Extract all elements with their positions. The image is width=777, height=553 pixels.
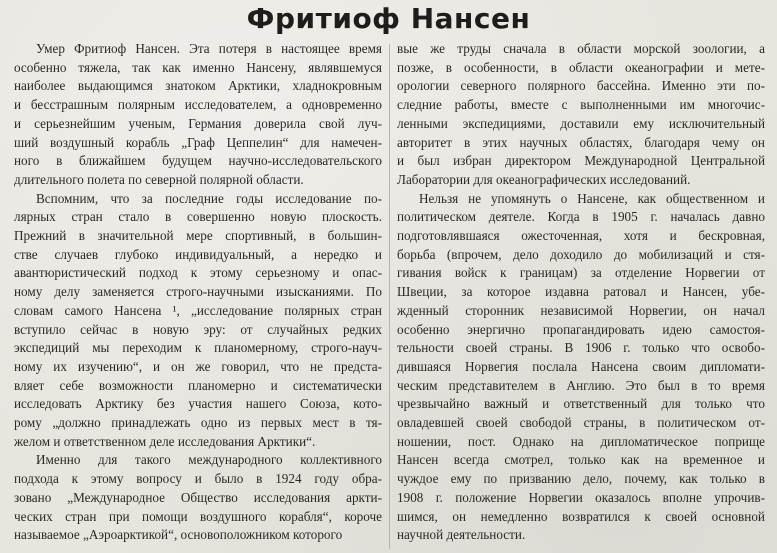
text-line: вые же труды сначала в области морской зоологии, а: [397, 41, 765, 56]
paragraph: [397, 190, 765, 545]
text-line: ческим представителем в Англию. Это был в то время: [397, 377, 765, 393]
paragraph: [14, 190, 382, 452]
text-line: Швеции, за которое издавна ратовал и Нансен, убе-: [397, 284, 765, 300]
text-line: шимся, он немедленно возвратился к своей основной: [397, 508, 765, 524]
text-line: ному делу заменяется строго-научными изысканиями. По: [14, 284, 382, 300]
text-line: ческих стран при помощи воздушного корабля“, короче: [14, 508, 382, 524]
text-line: 1908 г. положение Норвегии оказалось вполне упрочив-: [397, 489, 765, 505]
text-line: экспедиций мы переходим к планомерному, строго-науч-: [14, 340, 382, 356]
text-line: Прежний в значительной мере спортивный, в большин-: [14, 228, 382, 244]
text-line: борьба (впрочем, дело доходило до мобилизаций и стя-: [397, 246, 765, 262]
right-column: [397, 40, 765, 545]
text-line: Именно для такого международного коллективного: [36, 452, 382, 468]
text-line: подготовлявшаяся ожесточенная, хотя и бескровная,: [397, 228, 765, 244]
article-title: Фритиоф Нансен: [246, 2, 531, 35]
text-line: дившаяся Норвегия послала Нансена своим дипломати-: [397, 358, 765, 374]
text-line: лярных стран стало в совершенно новую плоскость.: [14, 209, 382, 225]
text-line: Нансен всегда смотрел, только как на временное и: [397, 452, 765, 468]
text-line: длительного полета по северной полярной области.: [14, 171, 304, 187]
text-line: политическом деятеле. Когда в 1905 г. началась давно: [397, 209, 765, 225]
paragraph: [14, 40, 382, 190]
text-line: научной деятельности.: [397, 527, 526, 543]
text-line: чуждое ему по призванию дело, почему, как только в: [397, 471, 765, 487]
text-line: словам самого Нансена ¹, „исследование полярных стран: [14, 302, 382, 318]
text-line: ношении, пост. Однако на дипломатическое поприще: [397, 433, 765, 449]
column-divider: [389, 44, 390, 549]
text-line: ного в ближайшем будущем научно-исследовательского: [14, 153, 382, 169]
text-line: и бесстрашным полярным исследователем, а одновременно: [14, 97, 382, 113]
text-line: особенно тяжела, так как именно Нансену, являвшемуся: [14, 59, 382, 75]
left-column: [14, 40, 382, 545]
text-line: орологии северного полярного бассейна. Именно эти по-: [397, 78, 765, 94]
text-line: и серьезнейшим ученым, Германия доверила свой луч-: [14, 115, 382, 131]
text-line: авантюристический подход к этому серьезному и опас-: [14, 265, 382, 281]
text-line: наиболее выдающимся знатоком Арктики, хладнокровным: [14, 78, 382, 94]
text-line: Лаборатории для океанографических исследований.: [397, 171, 691, 187]
text-line: исследовать Арктику без участия нашего Союза, кото-: [14, 396, 382, 412]
text-line: Умер Фритиоф Нансен. Эта потеря в настоящее время: [36, 41, 382, 56]
paragraph: [397, 40, 765, 190]
text-line: тельности своей страны. В 1906 г. только что освобо-: [397, 340, 765, 356]
text-line: жденный сторонник независимой Норвегии, он начал: [397, 302, 765, 318]
text-line: ший воздушный корабль „Граф Цеппелин“ для намечен-: [14, 134, 382, 150]
text-line: особенно энергично пропагандировать идею самостоя-: [397, 321, 765, 337]
text-line: Нельзя не упомянуть о Нансене, как общественном и: [419, 190, 765, 206]
text-line: и был избран директором Международной Центральной: [397, 153, 765, 169]
text-line: рому „должно принадлежать одно из первых мест в тя-: [14, 415, 382, 431]
paragraph: [14, 451, 382, 545]
text-line: ному их изучению“, и он же говорил, что не предста-: [14, 358, 382, 374]
text-line: следние работы, вместе с выполненными им многочис-: [397, 97, 765, 113]
text-line: позже, в особенности, в области океанографии и мете-: [397, 59, 765, 75]
text-line: подхода к этому вопросу и было в 1924 году обра-: [14, 471, 382, 487]
text-line: ленными экспедициями, доставили ему исключительный: [397, 115, 765, 131]
text-line: желом и ответственном деле исследования Арктики“.: [14, 433, 316, 449]
text-line: чрезвычайно важный и ответственный для только что: [397, 396, 765, 412]
text-line: авторитет в этих научных областях, благодаря чему он: [397, 134, 765, 150]
text-line: гивания войск к границам) за отделение Норвегии от: [397, 265, 765, 281]
text-line: вляет себе возможности планомерно и систематически: [14, 377, 382, 393]
text-line: называемое „Аэроарктикой“, основоположником которого: [14, 527, 343, 543]
text-line: стве случаев глубоко индивидуальный, а нередко и: [14, 246, 382, 262]
text-line: зовано „Международное Общество исследования аркти-: [14, 489, 382, 505]
text-line: Вспомним, что за последние годы исследование по-: [36, 190, 382, 206]
text-line: овладевшей своей свободой страны, в политическом от-: [397, 415, 765, 431]
text-line: вступило сейчас в новую эру: от случайных редких: [14, 321, 382, 337]
